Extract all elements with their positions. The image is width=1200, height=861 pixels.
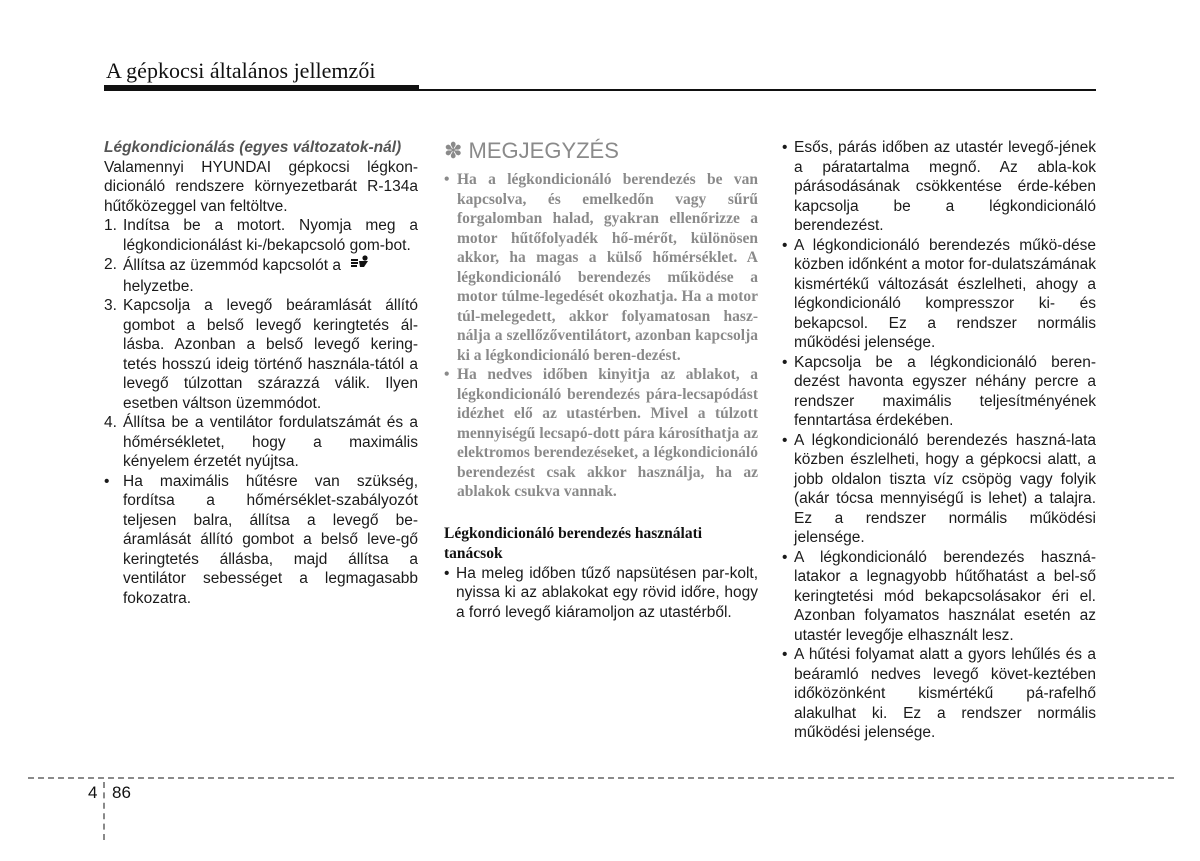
step-number: 3. — [104, 297, 117, 314]
tip-text: Ha meleg időben tűző napsütésen par-kolt, nyissa ki az ablakokat egy rövid időre, hogy a forró levegő kiáramoljon az utastérből. — [456, 564, 758, 621]
bullet-text: Esős, párás időben az utastér levegő-jének a páratartalma megnő. Az abla-kok párásodásának csökkentése érde-kében kapcsolja be a légkondicionáló berendezést. — [794, 139, 1096, 234]
footer-dashed-divider — [103, 782, 105, 840]
face-vent-mode-icon — [349, 255, 371, 277]
tips-heading: Légkondicionáló berendezés használati tanácsok — [444, 524, 703, 562]
bullet-mark: • — [782, 548, 788, 566]
list-item — [104, 472, 418, 609]
page-number: 86 — [112, 783, 131, 802]
left-bullet-list — [104, 472, 418, 609]
step-number: 2. — [104, 256, 117, 273]
step-item — [104, 255, 418, 296]
step-text: Kapcsolja a levegő beáramlását állító gombot a belső levegő keringtetés ál-lásba. Azonban a belső levegő kering-tetés hosszú ideig történő használa-tától a levegő túlzottan szárazzá válik. Ilyen esetben váltson üzemmódot. — [123, 297, 418, 412]
bullet-mark: • — [782, 236, 788, 254]
note-text: Ha nedves időben kinyitja az ablakot, a légkondicionáló berendezés pára-lecsapódást idézhet elő az utastérben. Mivel a túlzott mennyiségű lecsapó-dott pára károsíthatja az elektromos berendezéseket, a légkondicionáló berendezést csak akkor használja, ha az ablakok csukva vannak. — [457, 366, 758, 500]
step-text-part: Állítsa az üzemmód kapcsolót a — [123, 256, 341, 274]
bullet-text: Kapcsolja be a légkondicionáló beren-dezést havonta egyszer néhány percre a rendszer maximális teljesítményének fenntartása érdekében. — [794, 353, 1096, 429]
bullet-mark: • — [444, 171, 450, 188]
note-item — [444, 365, 758, 502]
tips-list — [444, 564, 758, 623]
bullet-mark: • — [782, 139, 788, 156]
bullet-text: A légkondicionáló berendezés haszná-lata közben észlelheti, hogy a gépkocsi alatt, a jobb oldalon tiszta víz csöpög vagy folyik (akár tócsa mennyiségű is lehet) a talajra. Ez a rendszer normális működési jelensége. — [794, 431, 1096, 546]
note-text: Ha a légkondicionáló berendezés be van kapcsolva, és emelkedőn vagy sűrű forgalomban halad, gyakran ellenőrizze a motor hűtőfolyadék hő-mérőt, különösen akkor, ha magas a külső hőmérséklet. A légkondicionáló berendezés működése a motor túlme-legedését okozhatja. Ha a motor túl-melegedett, akkor folyamatosan hasz-nálja a szellőzőventilátort, azonban kapcsolja ki a légkondicionáló beren-dezést. — [457, 171, 758, 364]
list-item — [782, 353, 1096, 431]
section-heading: Légkondicionálás (egyes változatok-nál) — [104, 139, 402, 156]
bullet-mark: • — [444, 564, 450, 582]
note-item — [444, 170, 758, 365]
bullet-mark: • — [104, 472, 110, 490]
list-item — [782, 431, 1096, 548]
step-item — [104, 216, 418, 255]
right-column — [782, 138, 1096, 743]
chapter-title: A gépkocsi általános jellemzői — [106, 58, 376, 83]
intro-paragraph: Valamennyi HYUNDAI gépkocsi légkon-dicionáló rendszere környezetbarát R-134a hűtőközeggel van feltöltve. — [104, 158, 418, 215]
right-bullet-list — [782, 138, 1096, 743]
list-item — [782, 645, 1096, 743]
steps-list — [104, 216, 418, 472]
step-text-part: helyzetbe. — [123, 277, 194, 295]
step-number: 1. — [104, 217, 117, 234]
page-chapter-number: 4 — [88, 783, 98, 802]
bullet-mark: • — [782, 646, 788, 663]
bullet-text: A légkondicionáló berendezés műkö-dése közben időnként a motor for-dulatszámának kismértékű változását észlelheti, ahogy a légkondicionáló kompresszor ki- és bekapcsol. Ez a rendszer normális működési jelensége. — [794, 236, 1096, 351]
left-column — [104, 138, 418, 608]
note-list — [444, 170, 758, 502]
bullet-mark: • — [444, 366, 450, 383]
step-item — [104, 296, 418, 413]
bullet-mark: • — [782, 353, 788, 371]
bullet-text: A hűtési folyamat alatt a gyors lehűlés és a beáramló nedves levegő követ-keztében időközönként kismértékű pá-rafelhő alakulhat ki. Ez a rendszer normális működési jelensége. — [794, 646, 1096, 741]
bullet-text: A légkondicionáló berendezés haszná-latakor a legnagyobb hűtőhatást a bel-ső keringtetési mód bekapcsolásakor éri el. Azonban folyamatos használat esetén az utastér levegője elhasznált lesz. — [794, 548, 1096, 644]
list-item — [782, 236, 1096, 353]
footer-dashed-rule — [28, 777, 1174, 779]
bullet-text: Ha maximális hűtésre van szükség, fordítsa a hőmérséklet-szabályozót teljesen balra, állítsa a levegő be-áramlását állító gombot a belső leve-gő keringtetés állásba, majd állítsa a ventilátor sebességet a legmagasabb fokozatra. — [123, 472, 418, 607]
step-text: Állítsa be a ventilátor fordulatszámát és a hőmérsékletet, hogy a maximális kényelem érzetét nyújtsa. — [123, 414, 418, 470]
step-item — [104, 413, 418, 472]
list-item — [782, 548, 1096, 646]
step-text: Indítsa be a motort. Nyomja meg a légkondicionálást ki-/bekapcsoló gom-bot. — [123, 217, 418, 254]
step-number: 4. — [104, 414, 117, 431]
middle-column — [444, 138, 758, 622]
list-item — [444, 564, 758, 623]
header-rule-thin — [104, 89, 1096, 91]
step-text — [123, 255, 418, 296]
list-item — [782, 138, 1096, 236]
bullet-mark: • — [782, 431, 788, 449]
note-heading: ✽ MEGJEGYZÉS — [444, 138, 619, 163]
